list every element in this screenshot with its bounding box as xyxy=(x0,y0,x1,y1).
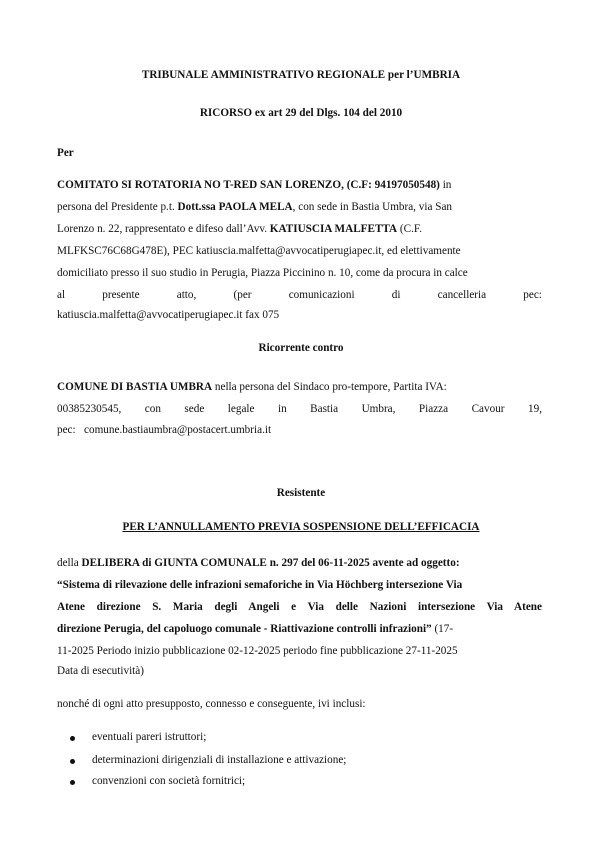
bullet-icon xyxy=(70,736,75,741)
respondent-line-3: pec: comune.bastiaumbra@postacert.umbria.it xyxy=(57,424,272,436)
delibera-reference: DELIBERA di GIUNTA COMUNALE n. 297 del 06-11-2025 avente ad oggetto: xyxy=(81,557,460,569)
word: sede xyxy=(184,403,205,415)
delibera-line-4-bold: direzione Perugia, del capoluogo comunale - Riattivazione controlli infrazioni” xyxy=(57,623,432,635)
respondent-line-1 xyxy=(57,380,447,394)
word: in xyxy=(277,403,287,415)
word: presente xyxy=(102,289,140,301)
respondent-name: COMUNE DI BASTIA UMBRA xyxy=(57,381,213,393)
applicant-line-1-rest: in xyxy=(439,179,452,191)
applicant-line-2-c: , con sede in Bastia Umbra, via San xyxy=(292,201,453,213)
resistente-label: Resistente xyxy=(276,487,326,499)
word: Piazza xyxy=(418,403,449,415)
lawyer-name: KATIUSCIA MALFETTA xyxy=(269,223,398,235)
president-name: Dott.ssa PAOLA MELA xyxy=(177,201,293,213)
applicant-line-3-c: (C.F. xyxy=(397,223,423,235)
applicant-line-1 xyxy=(57,178,542,192)
delibera-line-5: 11-2025 Periodo inizio pubblicazione 02-12-2025 periodo fine pubblicazione 27-11-2025 xyxy=(57,645,458,657)
list-item: eventuali pareri istruttori; xyxy=(92,731,207,743)
word: 00385230545, xyxy=(57,403,122,415)
delibera-line-1 xyxy=(57,556,460,570)
word: Cavour xyxy=(471,403,505,415)
applicant-line-6 xyxy=(57,288,542,302)
word: Umbra, xyxy=(361,403,396,415)
applicant-line-3 xyxy=(57,222,422,236)
applicant-line-3-a: Lorenzo n. 22, rappresentato e difeso dall’Avv. xyxy=(57,223,270,235)
word: legale xyxy=(227,403,255,415)
applicant-line-5: domiciliato presso il suo studio in Perugia, Piazza Piccinino n. 10, come da procura in calce xyxy=(57,267,468,279)
word: pec: xyxy=(523,289,542,301)
bullet-icon xyxy=(70,780,75,785)
word: Bastia xyxy=(310,403,339,415)
annulment-title: PER L’ANNULLAMENTO PREVIA SOSPENSIONE DELL’EFFICACIA xyxy=(122,521,480,533)
per-label: Per xyxy=(57,147,74,159)
delibera-line-4 xyxy=(57,622,453,636)
list-item: determinazioni dirigenziali di installazione e attivazione; xyxy=(92,754,347,766)
delibera-line-3: Atene direzione S. Maria degli Angeli e Via delle Nazioni intersezione Via Atene xyxy=(57,601,542,613)
applicant-line-2 xyxy=(57,200,452,214)
applicant-line-4: MLFKSC76C68G478E), PEC katiuscia.malfetta@avvocatiperugiapec.it, ed elettivamente xyxy=(57,245,461,257)
court-heading: TRIBUNALE AMMINISTRATIVO REGIONALE per l’UMBRIA xyxy=(141,69,461,81)
appeal-heading: RICORSO ex art 29 del Dlgs. 104 del 2010 xyxy=(199,107,403,119)
ricorrente-contro-label: Ricorrente contro xyxy=(258,342,344,354)
delibera-line-6: Data di esecutività) xyxy=(57,665,144,677)
respondent-line-2 xyxy=(57,402,542,416)
word: con xyxy=(144,403,161,415)
bullet-icon xyxy=(70,759,75,764)
applicant-line-7: katiuscia.malfetta@avvocatiperugiapec.it fax 075 xyxy=(57,309,280,321)
word: atto, xyxy=(176,289,197,301)
list-item: convenzioni con società fornitrici; xyxy=(92,775,246,787)
delibera-line-4-rest: (17- xyxy=(431,623,454,635)
delibera-line-1-a: della xyxy=(57,557,82,569)
applicant-name: COMITATO SI ROTATORIA NO T-RED SAN LORENZO, (C.F: 94197050548) xyxy=(57,179,440,191)
also-intro: nonché di ogni atto presupposto, connesso e conseguente, ivi inclusi: xyxy=(57,698,366,710)
word: (per xyxy=(233,289,252,301)
word: comunicazioni xyxy=(288,289,355,301)
word: di xyxy=(391,289,401,301)
word: 19, xyxy=(528,403,542,415)
respondent-line-1-rest: nella persona del Sindaco pro-tempore, Partita IVA: xyxy=(212,381,447,393)
word: cancelleria xyxy=(437,289,487,301)
delibera-line-2: “Sistema di rilevazione delle infrazioni semaforiche in Via Höchberg intersezione Via xyxy=(57,579,463,591)
word: al xyxy=(57,289,66,301)
applicant-line-2-a: persona del Presidente p.t. xyxy=(57,201,178,213)
